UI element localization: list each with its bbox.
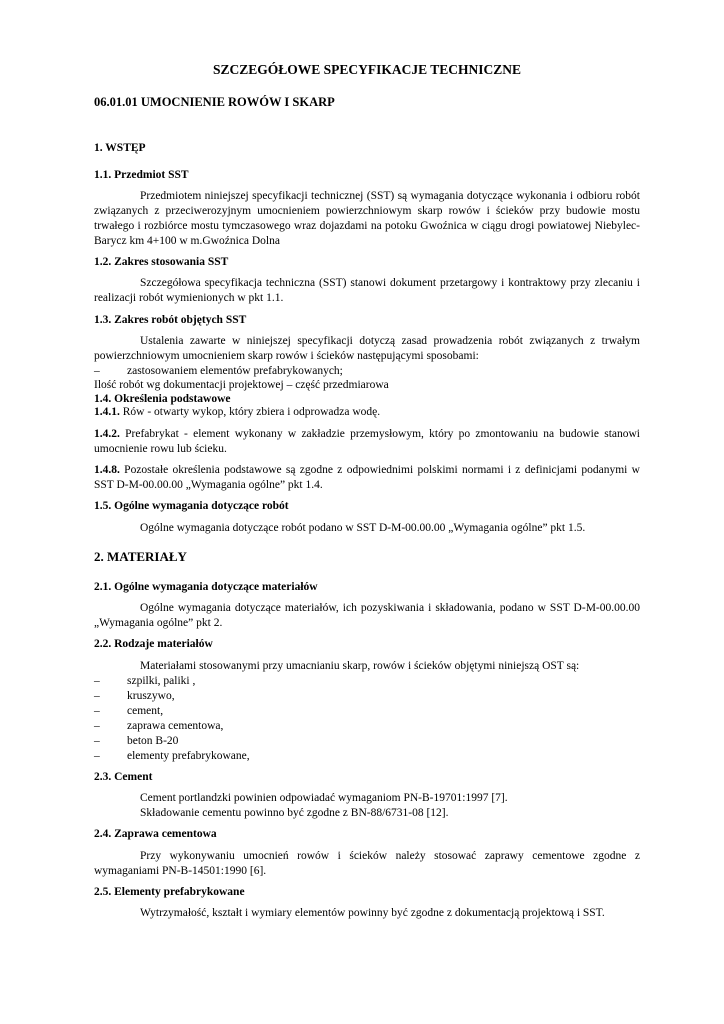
- definition-text: Prefabrykat - element wykonany w zakładzie przemysłowym, który po zmontowaniu na budowie stanowi umocnienie rowu lub ścieku.: [94, 428, 640, 455]
- list-item: – kruszywo,: [94, 689, 640, 704]
- section-2-3-heading: 2.3. Cement: [94, 771, 153, 783]
- section-1-1-heading: 1.1. Przedmiot SST: [94, 169, 189, 181]
- document-title: SZCZEGÓŁOWE SPECYFIKACJE TECHNICZNE: [212, 62, 522, 77]
- section-1-3-text: Ustalenia zawarte w niniejszej specyfikacji dotyczą zasad prowadzenia robót związanych z trwałym powierzchniowym umocnieniem skarp rowów i ścieków następującymi sposobami:: [94, 335, 640, 362]
- section-1-3-tail: Ilość robót wg dokumentacji projektowej – część przedmiarowa: [94, 379, 389, 391]
- section-1-1-text: Przedmiotem niniejszej specyfikacji technicznej (SST) są wymagania dotyczące wykonania i odbioru robót związanych z przeciwerozyjnym umocnieniem powierzchniowym skarp rowów i ścieków przy budowie mostu trwałego i rozbiórce mostu tymczasowego wraz dojazdami na potoku Gwoźnica w ciągu drogi powiatowej Niebylec-Barycz km 4+100 w m.Gwoźnica Dolna: [94, 190, 640, 247]
- section-1-2-heading: 1.2. Zakres stosowania SST: [94, 256, 229, 268]
- section-1-5-text: Ogólne wymagania dotyczące robót podano w SST D-M-00.00.00 „Wymagania ogólne” pkt 1.5.: [140, 522, 586, 534]
- section-2-5-heading: 2.5. Elementy prefabrykowane: [94, 886, 245, 898]
- section-1-4-heading: 1.4. Określenia podstawowe: [94, 393, 231, 405]
- section-2-1-text: Ogólne wymagania dotyczące materiałów, ich pozyskiwania i składowania, podano w SST D-M-00.00.00 „Wymagania ogólne” pkt 2.: [94, 602, 640, 629]
- list-item: – szpilki, paliki ,: [94, 674, 640, 689]
- section-2-4-text: Przy wykonywaniu umocnień rowów i ścieków należy stosować zaprawy cementowe zgodne z wymaganiami PN-B-14501:1990 [6].: [94, 850, 640, 877]
- definition-text: Rów - otwarty wykop, który zbiera i odprowadza wodę.: [119, 406, 381, 418]
- list-item: – zaprawa cementowa,: [94, 719, 640, 734]
- section-2-3-line-1: Cement portlandzki powinien odpowiadać wymaganiom PN-B-19701:1997 [7].: [140, 792, 508, 804]
- section-2-3-line-2: Składowanie cementu powinno być zgodne z BN-88/6731-08 [12].: [140, 807, 449, 819]
- definition-1-4-2: [94, 427, 640, 457]
- section-1-3-heading: 1.3. Zakres robót objętych SST: [94, 314, 247, 326]
- section-2-2-list: [94, 674, 640, 764]
- definition-1-4-1: [94, 405, 640, 420]
- section-1-5-heading: 1.5. Ogólne wymagania dotyczące robót: [94, 500, 289, 512]
- section-2-1-heading: 2.1. Ogólne wymagania dotyczące materiałów: [94, 581, 318, 593]
- definition-number: 1.4.1.: [94, 406, 120, 418]
- section-1-heading: 1. WSTĘP: [94, 142, 146, 154]
- list-item: – cement,: [94, 704, 640, 719]
- list-item: – zastosowaniem elementów prefabrykowanych;: [94, 364, 640, 379]
- definition-number: 1.4.2.: [94, 428, 120, 440]
- list-item: – elementy prefabrykowane,: [94, 749, 640, 764]
- section-1-2-text: Szczegółowa specyfikacja techniczna (SST) stanowi dokument przetargowy i kontraktowy przy zlecaniu i realizacji robót wymienionych w pkt 1.1.: [94, 277, 640, 304]
- section-2-5-text: Wytrzymałość, kształt i wymiary elementów powinny być zgodne z dokumentacją projektową i SST.: [140, 907, 605, 919]
- section-2-heading: 2. MATERIAŁY: [94, 549, 187, 564]
- document-subtitle: 06.01.01 UMOCNIENIE ROWÓW I SKARP: [94, 95, 335, 109]
- definition-1-4-8: [94, 463, 640, 493]
- section-2-4-heading: 2.4. Zaprawa cementowa: [94, 828, 217, 840]
- definition-text: Pozostałe określenia podstawowe są zgodne z odpowiednimi polskimi normami i z definicjami podanymi w SST D-M-00.00.00 „Wymagania ogólne” pkt 1.4.: [94, 464, 640, 491]
- list-item: – beton B-20: [94, 734, 640, 749]
- definition-number: 1.4.8.: [94, 464, 120, 476]
- section-1-3-list: [94, 364, 640, 379]
- section-2-2-heading: 2.2. Rodzaje materiałów: [94, 638, 213, 650]
- section-2-2-text: Materiałami stosowanymi przy umacnianiu skarp, rowów i ścieków objętymi niniejszą OST są:: [140, 660, 580, 672]
